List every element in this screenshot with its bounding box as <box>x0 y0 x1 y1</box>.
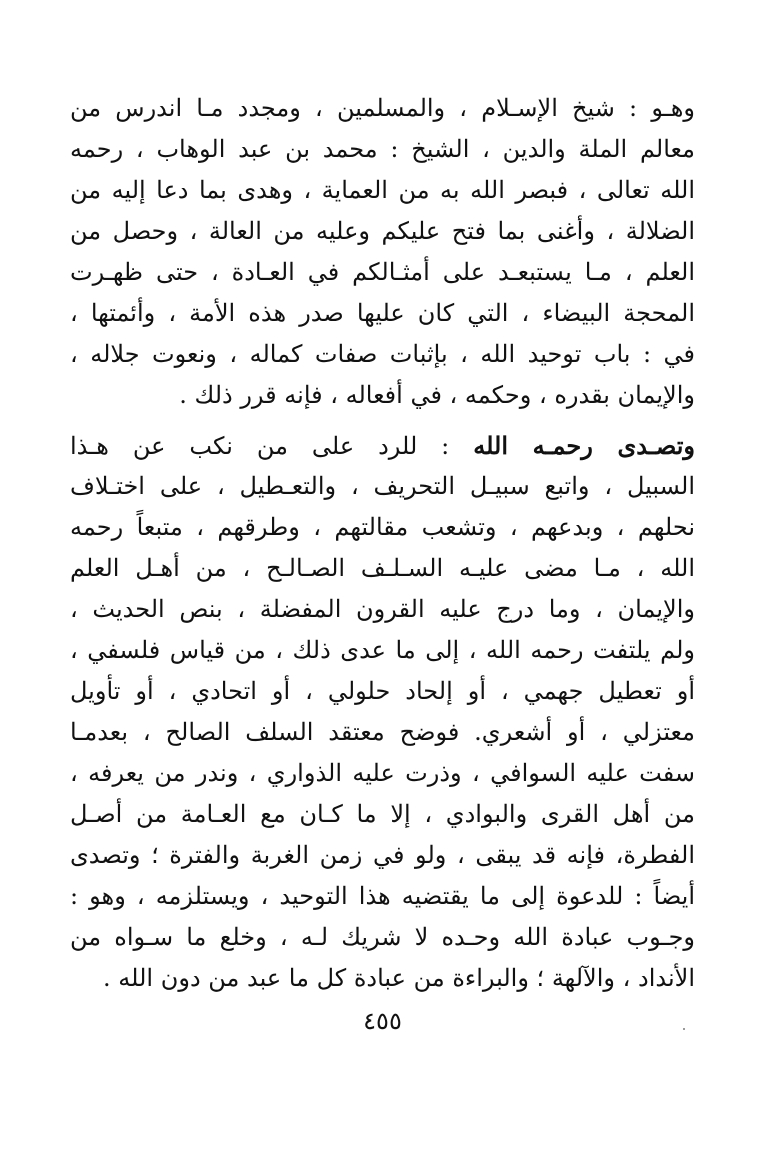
text-line: ولم يلتفت رحمه الله ، إلى ما عدى ذلك ، من قياس فلسفي ، <box>70 636 695 664</box>
text-line: الفطرة، فإنه قد يبقى ، ولو في زمن الغربة والفترة ؛ وتصدى <box>70 841 695 869</box>
paragraph-lead: وتصـدى رحمـه الله <box>473 431 695 460</box>
page-number: ٤٥٥ <box>363 1007 402 1035</box>
text-line: الله ، مـا مضى عليـه السـلـف الصـالـح ، من أهـل العلم <box>70 554 695 582</box>
text-line: الأنداد ، والآلهة ؛ والبراءة من عبادة كل ما عبد من دون الله . <box>103 964 695 992</box>
scan-mark <box>683 1028 685 1030</box>
text-line: وهـو : شيخ الإسـلام ، والمسلمين ، ومجدد مـا اندرس من <box>70 94 695 122</box>
text-line: والإيمان ، وما درج عليه القرون المفضلة ، بنص الحديث ، <box>70 595 695 623</box>
text-line: في : باب توحيد الله ، بإثبات صفات كماله ، ونعوت جلاله ، <box>70 340 695 368</box>
text-line: معتزلي ، أو أشعري. فوضح معتقد السلف الصالح ، بعدمـا <box>70 718 695 746</box>
text-line: سفت عليه السوافي ، وذرت عليه الذواري ، وندر من يعرفه ، <box>70 759 695 787</box>
text-line: الله تعالى ، فبصر الله به من العماية ، وهدى بما دعا إليه من <box>70 176 695 204</box>
text-line: وجـوب عبادة الله وحـده لا شريك لـه ، وخلع ما سـواه من <box>70 923 696 951</box>
text-line: الضلالة ، وأغنى بما فتح عليكم وعليه من العالة ، وحصل من <box>70 217 695 245</box>
text-line: أيضاً : للدعوة إلى ما يقتضيه هذا التوحيد ، ويستلزمه ، وهو : <box>70 882 695 910</box>
paragraph-2 <box>70 425 695 999</box>
text-line: من أهل القرى والبوادي ، إلا ما كـان مع العـامة من أصـل <box>70 800 695 828</box>
text-line: والإيمان بقدره ، وحكمه ، في أفعاله ، فإنه قرر ذلك . <box>179 381 695 409</box>
text-line: أو تعطيل جهمي ، أو إلحاد حلولي ، أو اتحادي ، أو تأويل <box>70 677 695 705</box>
text-line: معالم الملة والدين ، الشيخ : محمد بن عبد الوهاب ، رحمه <box>70 135 695 163</box>
text-line: نحلهم ، وبدعهم ، وتشعب مقالتهم ، وطرقهم ، متبعاً رحمه <box>70 513 695 541</box>
text-line: العلم ، مـا يستبعـد على أمثـالكم في العـادة ، حتى ظهـرت <box>70 258 695 286</box>
text-line: السبيل ، واتبع سبيـل التحريف ، والتعـطيل ، على اختـلاف <box>70 472 695 500</box>
lead-continuation: : للرد على من نكب عن هـذا <box>70 432 474 460</box>
text-line: المحجة البيضاء ، التي كان عليها صدر هذه الأمة ، وأئمتها ، <box>70 299 695 327</box>
text-line-with-lead <box>70 425 695 466</box>
paragraph-1 <box>70 88 695 416</box>
